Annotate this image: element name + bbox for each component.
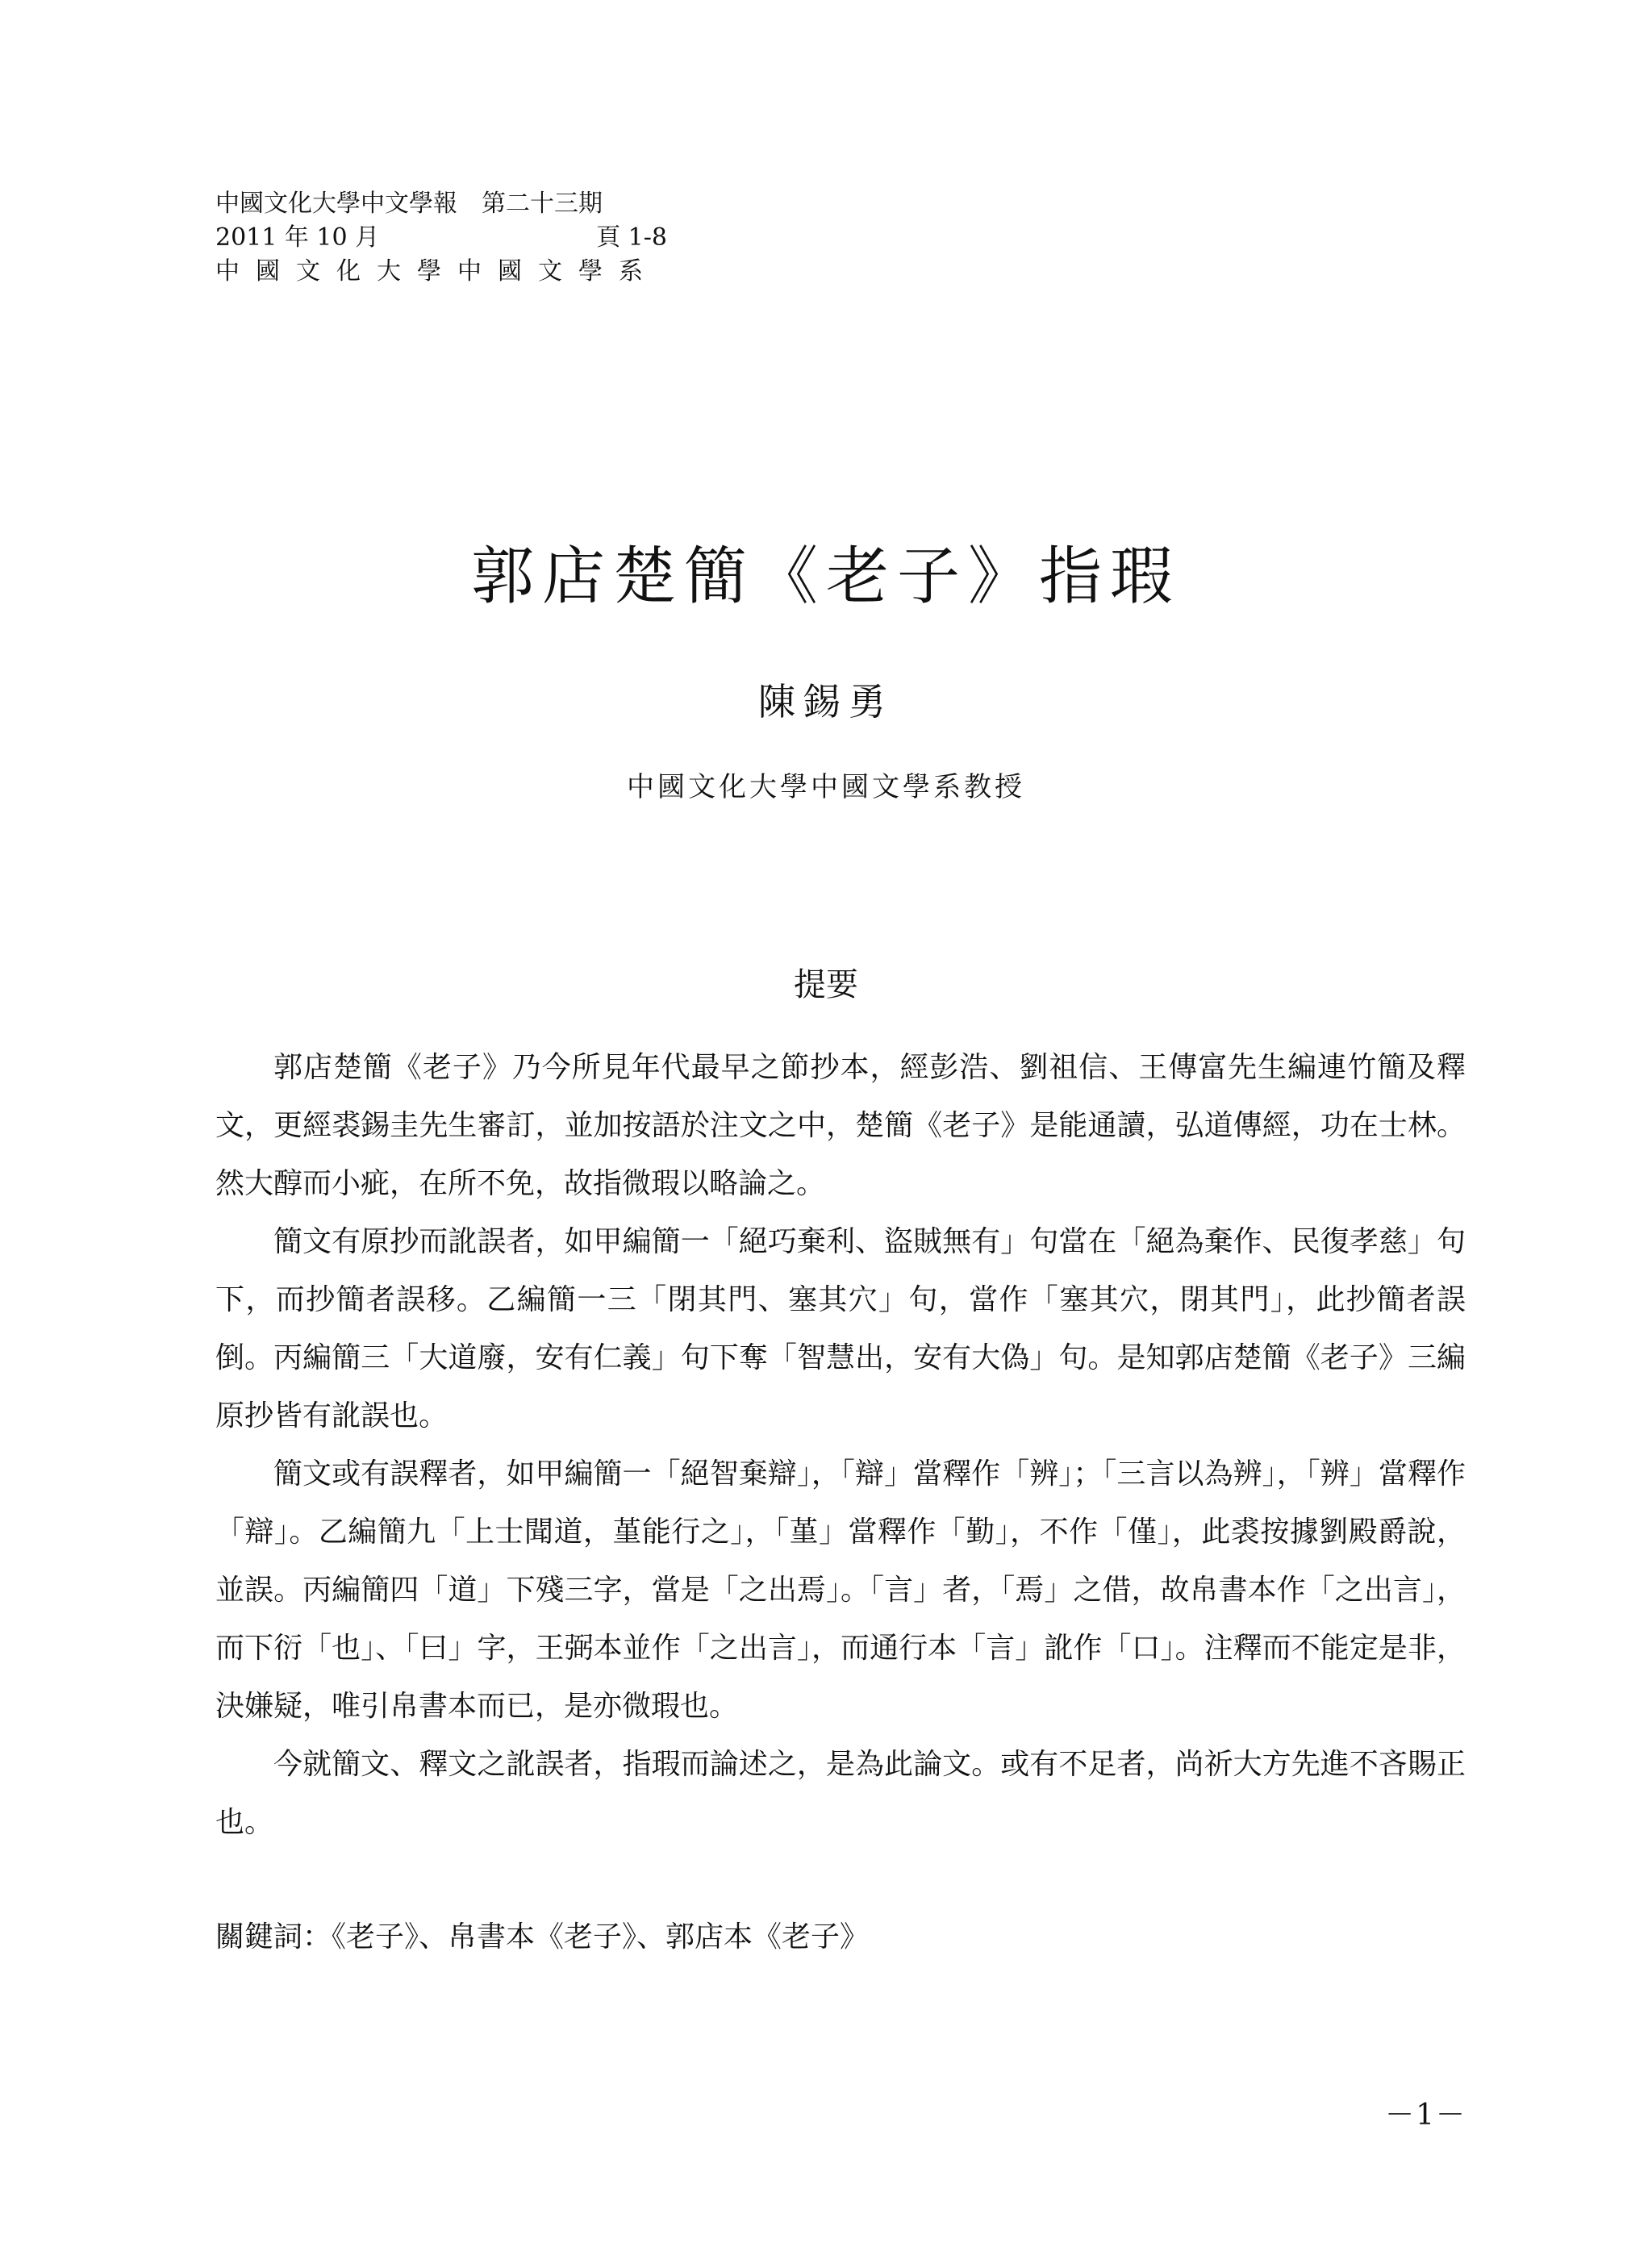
issue-row: [215, 221, 667, 255]
abstract-body: [215, 1039, 1466, 1852]
department-row: [215, 255, 667, 289]
author-name: 陳錫勇: [758, 680, 894, 723]
paper-title: 郭店楚簡《老子》指瑕: [470, 540, 1181, 614]
abstract-paragraph-4: 今就簡文、釋文之訛誤者，指瑕而論述之，是為此論文。或有不足者，尚祈大方先進不吝賜正也。: [215, 1748, 1466, 1839]
abstract-paragraph-1: 郭店楚簡《老子》乃今所見年代最早之節抄本，經彭浩、劉祖信、王傳富先生編連竹簡及釋文，更經裘錫圭先生審訂，並加按語於注文之中，楚簡《老子》是能通讀，弘道傳經，功在士林。然大醇而小疵，在所不免，故指微瑕以略論之。: [215, 1051, 1466, 1200]
journal-info-row: [215, 187, 667, 221]
abstract-heading: 提要: [794, 966, 858, 1004]
journal-header: [215, 187, 667, 289]
page-range: 頁 1-8: [596, 223, 667, 252]
abstract-paragraph-2: 簡文有原抄而訛誤者，如甲編簡一「絕巧棄利、盜賊無有」句當在「絕為棄作、民復孝慈」句下，而抄簡者誤移。乙編簡一三「閉其門、塞其穴」句，當作「塞其穴，閉其門」，此抄簡者誤倒。丙編簡三「大道廢，安有仁義」句下奪「智慧出，安有大偽」句。是知郭店楚簡《老子》三編原抄皆有訛誤也。: [215, 1225, 1466, 1432]
keywords: 關鍵詞：《老子》、帛書本《老子》、郭店本《老子》: [215, 1920, 870, 1954]
page-number: －1－: [1385, 2099, 1466, 2132]
journal-name: 中國文化大學中文學報 第二十三期: [215, 190, 603, 218]
publication-date: 2011 年 10 月: [215, 223, 380, 252]
department-name: 中國文化大學中國文學系: [215, 257, 659, 286]
abstract-paragraph-3: 簡文或有誤釋者，如甲編簡一「絕智棄辯」，「辯」當釋作「辨」；「三言以為辨」，「辨」當釋作「辯」。乙編簡九「上士聞道，堇能行之」，「堇」當釋作「勤」，不作「僅」，此裘按據劉殿爵說，並誤。丙編簡四「道」下殘三字，當是「之出焉」。「言」者，「焉」之借，故帛書本作「之出言」，而下衍「也」、「曰」字，王弼本並作「之出言」，而通行本「言」訛作「口」。注釋而不能定是非，決嫌疑，唯引帛書本而已，是亦微瑕也。: [215, 1457, 1466, 1723]
author-affiliation: 中國文化大學中國文學系教授: [627, 771, 1025, 803]
